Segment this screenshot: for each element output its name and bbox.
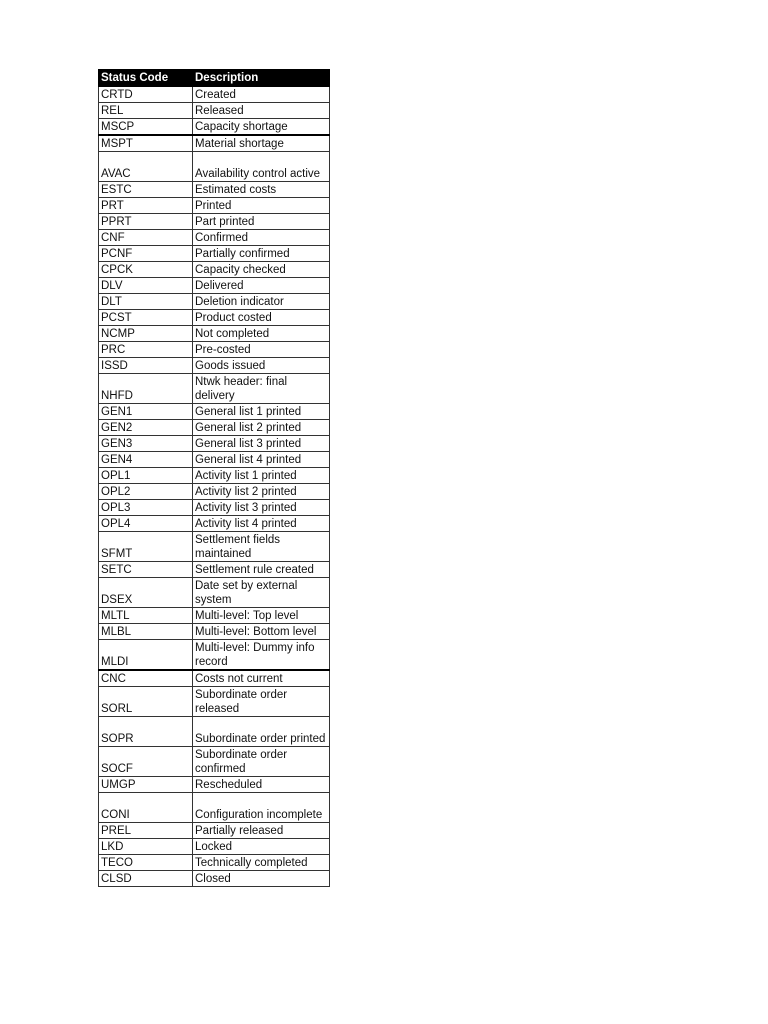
status-code-cell: MLDI	[99, 640, 193, 671]
status-code-cell: OPL1	[99, 468, 193, 484]
table-row	[99, 484, 330, 500]
description-cell: Released	[193, 103, 330, 119]
status-code-cell: REL	[99, 103, 193, 119]
table-row	[99, 230, 330, 246]
table-row	[99, 452, 330, 468]
table-row	[99, 374, 330, 404]
status-code-cell: SOPR	[99, 717, 193, 747]
description-cell: Ntwk header: final delivery	[193, 374, 330, 404]
description-cell: Technically completed	[193, 855, 330, 871]
table-row	[99, 342, 330, 358]
description-cell: Material shortage	[193, 135, 330, 152]
table-row	[99, 152, 330, 182]
status-code-cell: SOCF	[99, 747, 193, 777]
table-row	[99, 198, 330, 214]
status-code-cell: SETC	[99, 562, 193, 578]
description-cell: Multi-level: Top level	[193, 608, 330, 624]
description-cell: Settlement fields maintained	[193, 532, 330, 562]
description-cell: Created	[193, 87, 330, 103]
description-cell: Goods issued	[193, 358, 330, 374]
status-code-cell: DLT	[99, 294, 193, 310]
table-row	[99, 182, 330, 198]
status-code-cell: NCMP	[99, 326, 193, 342]
status-code-cell: GEN4	[99, 452, 193, 468]
status-code-cell: CPCK	[99, 262, 193, 278]
status-code-cell: ISSD	[99, 358, 193, 374]
description-cell: Partially confirmed	[193, 246, 330, 262]
status-code-cell: CLSD	[99, 871, 193, 887]
header-status-code: Status Code	[99, 70, 193, 87]
status-code-cell: DLV	[99, 278, 193, 294]
description-cell: Settlement rule created	[193, 562, 330, 578]
description-cell: Product costed	[193, 310, 330, 326]
table-row	[99, 687, 330, 717]
status-code-cell: PRT	[99, 198, 193, 214]
table-row	[99, 747, 330, 777]
description-cell: General list 2 printed	[193, 420, 330, 436]
status-code-cell: MSCP	[99, 119, 193, 136]
description-cell: Capacity shortage	[193, 119, 330, 136]
table-row	[99, 823, 330, 839]
description-cell: Subordinate order confirmed	[193, 747, 330, 777]
table-row	[99, 516, 330, 532]
table-row	[99, 310, 330, 326]
table-row	[99, 839, 330, 855]
status-code-cell: LKD	[99, 839, 193, 855]
status-code-cell: PRC	[99, 342, 193, 358]
table-row	[99, 562, 330, 578]
header-row	[99, 70, 330, 87]
description-cell: General list 1 printed	[193, 404, 330, 420]
status-code-cell: DSEX	[99, 578, 193, 608]
status-code-cell: CRTD	[99, 87, 193, 103]
description-cell: Multi-level: Bottom level	[193, 624, 330, 640]
description-cell: Configuration incomplete	[193, 793, 330, 823]
status-code-cell: ESTC	[99, 182, 193, 198]
description-cell: Locked	[193, 839, 330, 855]
status-code-cell: AVAC	[99, 152, 193, 182]
table-row	[99, 670, 330, 687]
description-cell: Activity list 1 printed	[193, 468, 330, 484]
description-cell: Multi-level: Dummy info record	[193, 640, 330, 671]
table-row	[99, 855, 330, 871]
table-row	[99, 468, 330, 484]
description-cell: General list 3 printed	[193, 436, 330, 452]
table-row	[99, 262, 330, 278]
description-cell: Confirmed	[193, 230, 330, 246]
table-row	[99, 87, 330, 103]
status-code-cell: SFMT	[99, 532, 193, 562]
status-code-cell: NHFD	[99, 374, 193, 404]
status-code-cell: UMGP	[99, 777, 193, 793]
table-body	[99, 87, 330, 887]
status-code-cell: OPL2	[99, 484, 193, 500]
description-cell: Rescheduled	[193, 777, 330, 793]
description-cell: Capacity checked	[193, 262, 330, 278]
description-cell: Subordinate order released	[193, 687, 330, 717]
status-code-cell: MSPT	[99, 135, 193, 152]
description-cell: Pre-costed	[193, 342, 330, 358]
table-row	[99, 624, 330, 640]
status-code-cell: PCNF	[99, 246, 193, 262]
table-row	[99, 608, 330, 624]
table-row	[99, 871, 330, 887]
table-row	[99, 404, 330, 420]
table-row	[99, 777, 330, 793]
description-cell: Subordinate order printed	[193, 717, 330, 747]
table-row	[99, 420, 330, 436]
description-cell: Deletion indicator	[193, 294, 330, 310]
table-row	[99, 793, 330, 823]
status-code-cell: PCST	[99, 310, 193, 326]
description-cell: Part printed	[193, 214, 330, 230]
status-code-cell: GEN3	[99, 436, 193, 452]
description-cell: General list 4 printed	[193, 452, 330, 468]
status-code-cell: GEN1	[99, 404, 193, 420]
table-row	[99, 358, 330, 374]
description-cell: Availability control active	[193, 152, 330, 182]
description-cell: Not completed	[193, 326, 330, 342]
table-row	[99, 640, 330, 671]
table-row	[99, 532, 330, 562]
status-code-cell: PPRT	[99, 214, 193, 230]
status-code-cell: OPL4	[99, 516, 193, 532]
table-row	[99, 246, 330, 262]
description-cell: Closed	[193, 871, 330, 887]
description-cell: Estimated costs	[193, 182, 330, 198]
table-row	[99, 135, 330, 152]
table-row	[99, 326, 330, 342]
status-code-cell: OPL3	[99, 500, 193, 516]
table-row	[99, 294, 330, 310]
table-row	[99, 103, 330, 119]
status-code-cell: CONI	[99, 793, 193, 823]
status-code-cell: PREL	[99, 823, 193, 839]
description-cell: Printed	[193, 198, 330, 214]
table-row	[99, 578, 330, 608]
status-code-cell: MLBL	[99, 624, 193, 640]
status-code-cell: SORL	[99, 687, 193, 717]
status-code-cell: CNC	[99, 670, 193, 687]
status-code-cell: CNF	[99, 230, 193, 246]
description-cell: Delivered	[193, 278, 330, 294]
table-row	[99, 717, 330, 747]
description-cell: Activity list 4 printed	[193, 516, 330, 532]
header-description: Description	[193, 70, 330, 87]
status-code-table	[98, 69, 330, 887]
description-cell: Activity list 3 printed	[193, 500, 330, 516]
description-cell: Activity list 2 printed	[193, 484, 330, 500]
table-row	[99, 436, 330, 452]
table-row	[99, 119, 330, 136]
table-row	[99, 278, 330, 294]
description-cell: Date set by external system	[193, 578, 330, 608]
description-cell: Partially released	[193, 823, 330, 839]
status-code-cell: GEN2	[99, 420, 193, 436]
table-row	[99, 500, 330, 516]
table-row	[99, 214, 330, 230]
status-code-cell: MLTL	[99, 608, 193, 624]
description-cell: Costs not current	[193, 670, 330, 687]
status-code-cell: TECO	[99, 855, 193, 871]
